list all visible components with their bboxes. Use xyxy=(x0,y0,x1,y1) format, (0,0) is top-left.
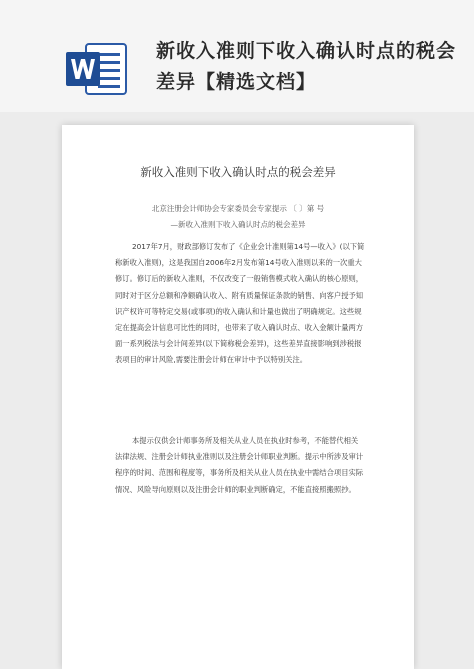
body-paragraph-2 xyxy=(115,433,365,498)
word-document-icon xyxy=(66,40,128,98)
header-banner xyxy=(0,0,474,112)
issuer-line: 北京注册会计师协会专家委员会专家提示 〔 〕第 号 xyxy=(151,204,325,213)
page-heading: 新收入准则下收入确认时点的税会差异 xyxy=(140,165,336,179)
subtitle-line: —新收入准则下收入确认时点的税会差异 xyxy=(170,220,306,229)
paragraph-text: 2017年7月，财政部修订发布了《企业会计准则第14号—收入》(以下简称新收入准则)，这是我国自2006年2月发布第14号收入准则以来的一次重大修订。修订后的新收入准则，不仅改变了一般销售模式收入确认的核心原则，同时对于区分总额和净额确认收入、附有质量保证条款的销售、向客户授予知识产权许可等特定交易(或事项)的收入确认和计量也做出了明确规定。这些规定在提高会计信息可比性的同时，也带来了收入确认时点、收入金额计量两方面一系列税法与会计间差异(以下简称税会差异)，这些差异直接影响到涉税报表项目的审计风险,需要注册会计师在审计中予以特别关注。 xyxy=(115,242,365,365)
paragraph-text: 本提示仅供会计师事务所及相关从业人员在执业时参考，不能替代相关法律法规、注册会计师执业准则以及注册会计师职业判断。提示中所涉及审计程序的时间、范围和程度等，事务所及相关从业人员在执业中需结合项目实际情况、风险导向原则以及注册会计师的职业判断确定，不能直接照搬照抄。 xyxy=(115,436,364,494)
body-paragraph-1 xyxy=(115,239,365,369)
document-page xyxy=(62,125,414,669)
document-title: 新收入准则下收入确认时点的税会差异【精选文档】 xyxy=(156,40,457,93)
